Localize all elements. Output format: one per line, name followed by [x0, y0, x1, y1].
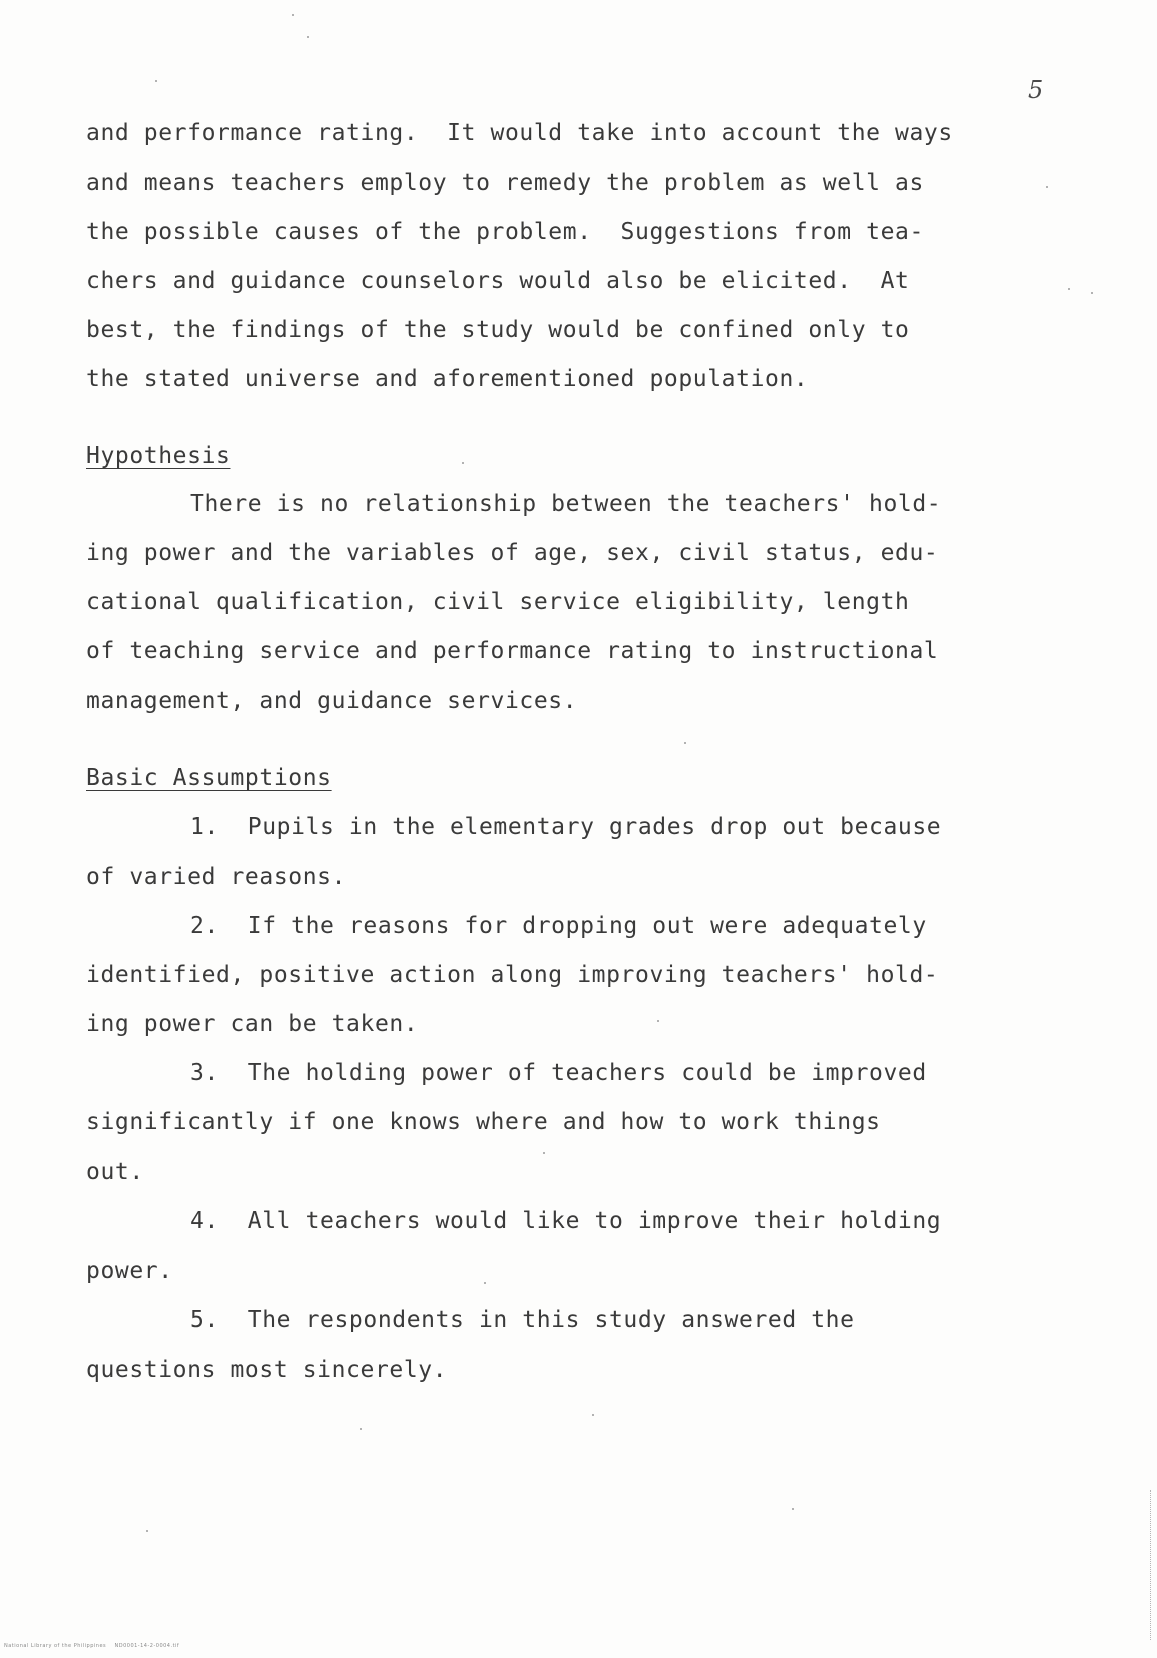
assumption-line: power.	[86, 1258, 173, 1284]
scan-speck	[543, 1152, 545, 1154]
paragraph-line: of teaching service and performance rating to instructional	[86, 638, 939, 664]
scan-speck	[1091, 292, 1093, 294]
assumption-line: 4. All teachers would like to improve their holding	[190, 1208, 942, 1234]
scan-edge-strip	[1150, 1490, 1153, 1640]
scan-speck	[146, 1530, 148, 1532]
paragraph-line: and performance rating. It would take into account the ways	[86, 120, 953, 146]
archive-footer-stamp: National Library of the Philippines ND0001-14-2-0004.tif	[4, 1643, 180, 1649]
paragraph-line: best, the findings of the study would be confined only to	[86, 317, 910, 343]
assumption-line: of varied reasons.	[86, 864, 347, 890]
scan-speck	[360, 1428, 362, 1430]
scan-speck	[462, 462, 464, 464]
scan-speck	[1046, 186, 1048, 188]
paragraph-line: chers and guidance counselors would also be elicited. At	[86, 268, 910, 294]
paragraph-line: and means teachers employ to remedy the problem as well as	[86, 170, 924, 196]
paragraph-line: There is no relationship between the teachers' hold-	[190, 491, 942, 517]
section-heading-hypothesis: Hypothesis	[86, 443, 231, 469]
assumption-line: significantly if one knows where and how to work things	[86, 1109, 881, 1135]
assumption-line: identified, positive action along improving teachers' hold-	[86, 962, 939, 988]
assumption-line: out.	[86, 1159, 144, 1185]
section-heading-basic-assumptions: Basic Assumptions	[86, 765, 332, 791]
scan-speck	[155, 80, 157, 82]
assumption-line: ing power can be taken.	[86, 1011, 419, 1037]
scan-speck	[592, 1414, 594, 1416]
scan-speck	[684, 742, 686, 744]
scan-speck	[307, 36, 309, 38]
page-number: 5	[1028, 76, 1044, 104]
assumption-line: 2. If the reasons for dropping out were adequately	[190, 913, 927, 939]
paragraph-line: cational qualification, civil service eligibility, length	[86, 589, 910, 615]
scan-speck	[1068, 288, 1070, 290]
assumption-line: 1. Pupils in the elementary grades drop out because	[190, 814, 942, 840]
scan-speck	[657, 1020, 659, 1022]
paragraph-line: management, and guidance services.	[86, 688, 578, 714]
assumption-line: questions most sincerely.	[86, 1357, 448, 1383]
scan-speck	[792, 1508, 794, 1510]
assumption-line: 3. The holding power of teachers could be improved	[190, 1060, 927, 1086]
paragraph-line: ing power and the variables of age, sex, civil status, edu-	[86, 540, 939, 566]
scan-speck	[292, 14, 294, 16]
paragraph-line: the possible causes of the problem. Suggestions from tea-	[86, 219, 924, 245]
assumption-line: 5. The respondents in this study answered the	[190, 1307, 855, 1333]
scan-speck	[484, 1282, 486, 1284]
paragraph-line: the stated universe and aforementioned population.	[86, 366, 809, 392]
